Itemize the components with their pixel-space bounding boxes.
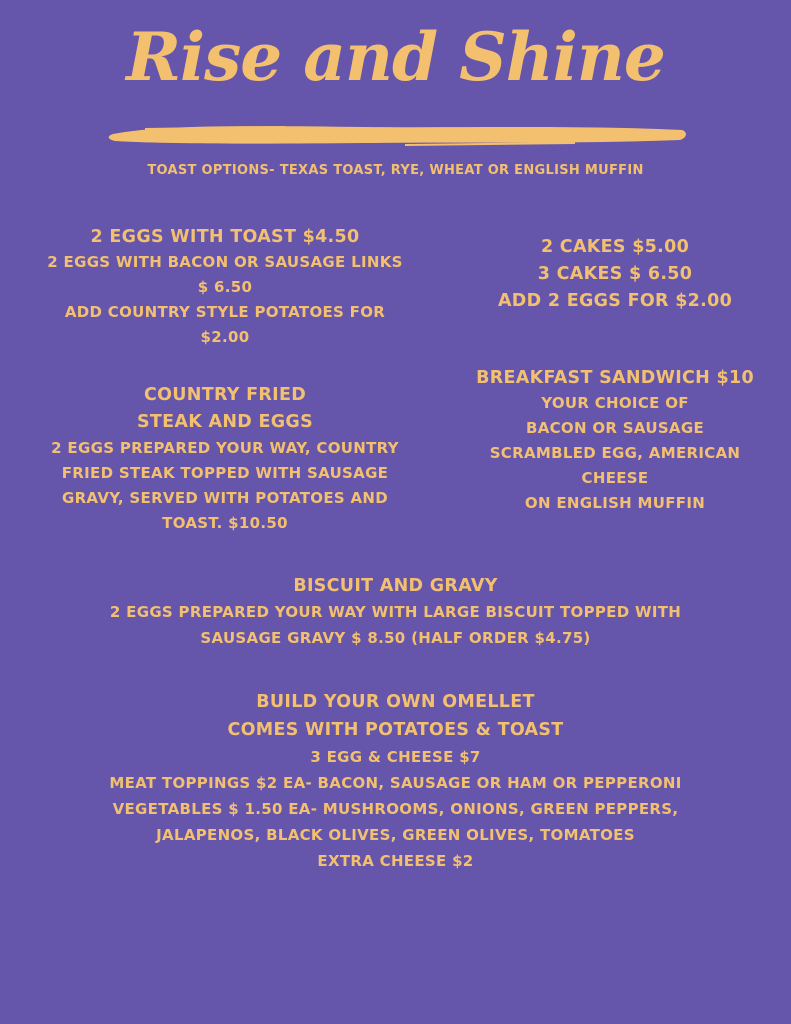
steak-section xyxy=(10,382,440,536)
toast-options: TOAST OPTIONS- TEXAS TOAST, RYE, WHEAT OR ENGLISH MUFFIN xyxy=(147,163,644,178)
omelet-line: 3 EGG & CHEESE $7 xyxy=(310,748,481,766)
omelet-line: JALAPENOS, BLACK OLIVES, GREEN OLIVES, TOMATOES xyxy=(156,826,635,844)
steak-heading: COUNTRY FRIED xyxy=(143,385,307,405)
omelet-heading: BUILD YOUR OWN OMELLET xyxy=(256,692,535,712)
biscuit-line: SAUSAGE GRAVY $ 8.50 (HALF ORDER $4.75) xyxy=(200,629,591,647)
sandwich-line: BACON OR SAUSAGE xyxy=(525,419,704,437)
biscuit-line: 2 EGGS PREPARED YOUR WAY WITH LARGE BISCUIT TOPPED WITH xyxy=(109,603,682,621)
sandwich-section xyxy=(455,366,775,516)
sandwich-line: ON ENGLISH MUFFIN xyxy=(524,494,706,512)
sandwich-line: YOUR CHOICE OF xyxy=(541,394,689,412)
cakes-line: ADD 2 EGGS FOR $2.00 xyxy=(497,291,733,311)
steak-line: TOAST. $10.50 xyxy=(162,514,288,532)
biscuit-heading: BISCUIT AND GRAVY xyxy=(293,576,498,596)
steak-line: FRIED STEAK TOPPED WITH SAUSAGE xyxy=(61,464,389,482)
eggs-section xyxy=(10,225,440,350)
steak-heading: STEAK AND EGGS xyxy=(137,412,313,432)
omelet-line: VEGETABLES $ 1.50 EA- MUSHROOMS, ONIONS, GREEN PEPPERS, xyxy=(112,800,679,818)
sandwich-line: SCRAMBLED EGG, AMERICAN xyxy=(489,444,741,462)
eggs-line: $ 6.50 xyxy=(197,278,253,296)
cakes-section xyxy=(455,234,775,315)
eggs-line: $2.00 xyxy=(200,328,250,346)
eggs-line: ADD COUNTRY STYLE POTATOES FOR xyxy=(64,303,386,321)
cakes-line: 3 CAKES $ 6.50 xyxy=(537,264,693,284)
cakes-line: 2 CAKES $5.00 xyxy=(540,237,690,257)
eggs-heading: 2 EGGS WITH TOAST $4.50 xyxy=(90,227,360,247)
eggs-line: 2 EGGS WITH BACON OR SAUSAGE LINKS xyxy=(47,253,403,271)
sandwich-heading: BREAKFAST SANDWICH $10 xyxy=(476,368,754,388)
steak-line: 2 EGGS PREPARED YOUR WAY, COUNTRY xyxy=(51,439,399,457)
omelet-line: EXTRA CHEESE $2 xyxy=(317,852,474,870)
omelet-heading: COMES WITH POTATOES & TOAST xyxy=(227,720,564,740)
biscuit-section xyxy=(0,573,791,651)
steak-line: GRAVY, SERVED WITH POTATOES AND xyxy=(61,489,389,507)
menu-title: Rise and Shine xyxy=(126,18,665,96)
omelet-section xyxy=(0,688,791,874)
sandwich-line: CHEESE xyxy=(581,469,649,487)
omelet-line: MEAT TOPPINGS $2 EA- BACON, SAUSAGE OR HAM OR PEPPERONI xyxy=(109,774,682,792)
brush-stroke-divider xyxy=(105,120,690,148)
